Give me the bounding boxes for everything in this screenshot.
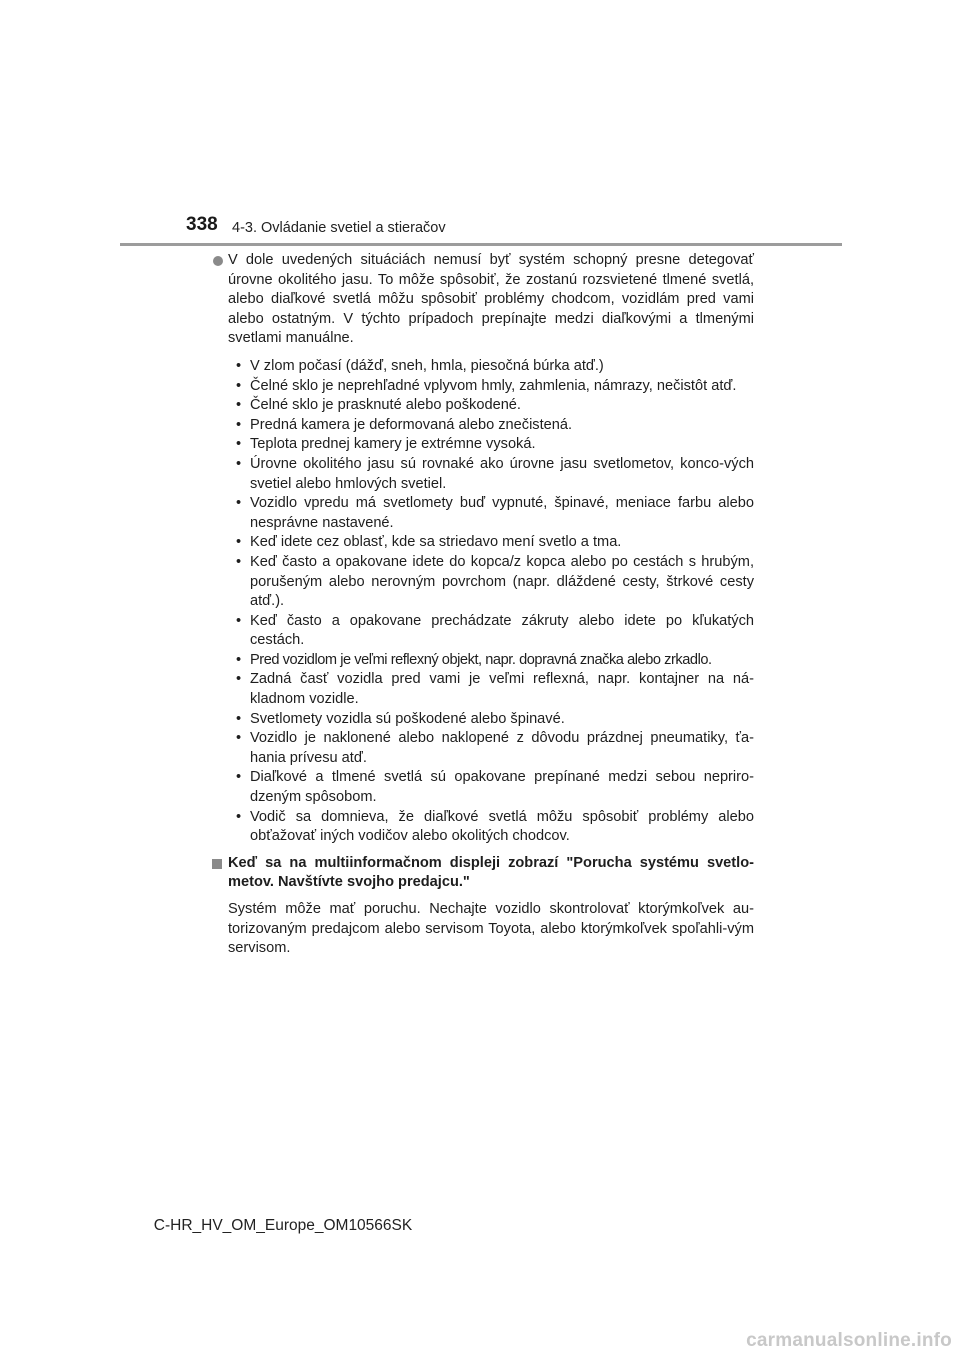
situations-list [212,357,754,847]
list-item: • Teplota prednej kamery je extrémne vysoká. [234,435,754,455]
list-item: • Zadná časť vozidla pred vami je veľmi reflexná, napr. kontajner na ná-kladnom vozidle. [234,670,754,709]
list-item: • Vozidlo je naklonené alebo naklopené z dôvodu prázdnej pneumatiky, ťa-hania prívesu atď. [234,729,754,768]
notice-body: Systém môže mať poruchu. Nechajte vozidlo skontrolovať ktorýmkoľvek au-torizovaným predajcom alebo servisom Toyota, alebo ktorýmkoľvek spoľahli-vým servisom. [228,901,754,957]
notice-section [212,854,754,959]
list-item: • Keď často a opakovane prechádzate zákruty alebo idete po kľukatých cestách. [234,612,754,651]
page-number: 338 [186,214,218,235]
list-item: • Pred vozidlom je veľmi reflexný objekt, napr. dopravná značka alebo zrkadlo. [234,651,754,671]
list-item: • Diaľkové a tlmené svetlá sú opakovane prepínané medzi sebou nepriro-dzeným spôsobom. [234,768,754,807]
list-item: • Keď často a opakovane idete do kopca/z kopca alebo po cestách s hrubým, porušeným alebo nerovným povrchom (napr. dláždené cesty, štrkové cesty atď.). [234,553,754,612]
list-item: • Čelné sklo je neprehľadné vplyvom hmly, zahmlenia, námrazy, nečistôt atď. [234,377,754,397]
intro-text: V dole uvedených situáciách nemusí byť systém schopný presne detegovať úrovne okolitého jasu. To môže spôsobiť, že zostanú rozsvietené tlmené svetlá, alebo diaľkové svetlá môžu spôsobiť problémy chodcom, vozidlám pred vami alebo ostatným. V týchto prípadoch prepínajte medzi diaľkovými a tlmenými svetlami manuálne. [228,252,754,347]
list-item: • Vozidlo vpredu má svetlomety buď vypnuté, špinavé, meniace farbu alebo nesprávne nastavené. [234,494,754,533]
list-item: • Čelné sklo je prasknuté alebo poškodené. [234,396,754,416]
list-item: • Svetlomety vozidla sú poškodené alebo špinavé. [234,710,754,730]
page-header [0,212,960,248]
circle-bullet-icon [213,256,223,266]
watermark-text: carmanualsonline.info [746,1330,952,1351]
notice-heading: Keď sa na multiinformačnom displeji zobrazí "Porucha systému svetlo-metov. Navštívte svojho predajcu." [228,854,754,891]
header-rule [120,243,842,246]
list-item: • Keď idete cez oblasť, kde sa striedavo mení svetlo a tma. [234,533,754,553]
list-item: • Predná kamera je deformovaná alebo znečistená. [234,416,754,436]
section-title: 4-3. Ovládanie svetiel a stieračov [232,220,446,236]
intro-paragraph [212,251,754,349]
list-item: • V zlom počasí (dážď, sneh, hmla, piesočná búrka atď.) [234,357,754,377]
page-content [212,251,754,959]
footer-doc-id: C-HR_HV_OM_Europe_OM10566SK [153,1217,413,1234]
list-item: • Úrovne okolitého jasu sú rovnaké ako úrovne jasu svetlometov, konco-vých svetiel alebo hmlových svetiel. [234,455,754,494]
list-item: • Vodič sa domnieva, že diaľkové svetlá môžu spôsobiť problémy alebo obťažovať iných vodičov alebo okolitých chodcov. [234,808,754,847]
square-bullet-icon [212,859,222,869]
